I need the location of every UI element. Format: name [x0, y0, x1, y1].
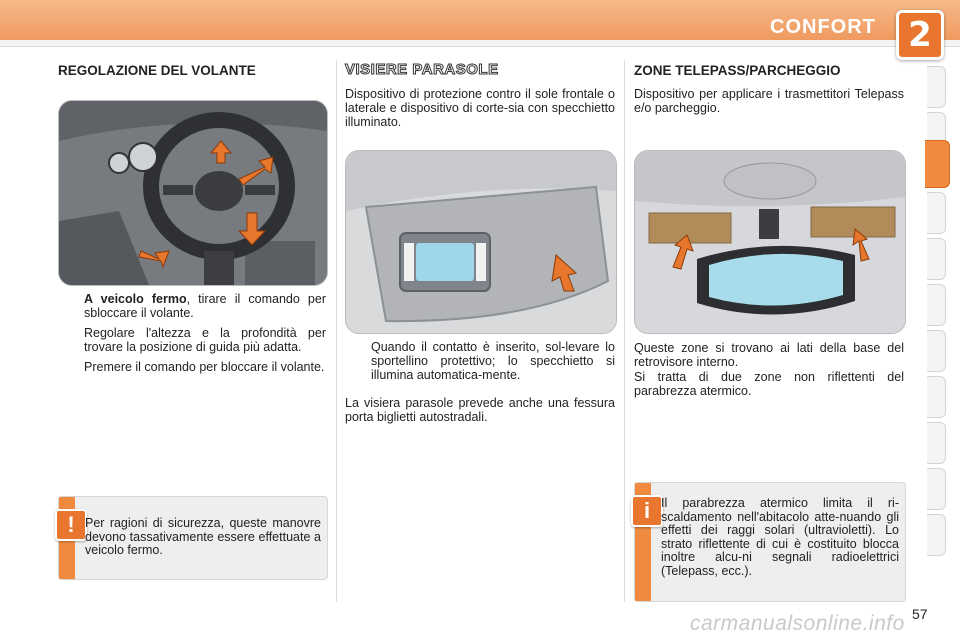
sunvisor-illustration — [345, 150, 617, 334]
bullet-text: , tirare il comando per sbloccare il volante. — [84, 292, 326, 320]
warning-icon: ! — [55, 509, 87, 541]
chapter-tab[interactable] — [927, 468, 946, 510]
warning-note — [58, 496, 328, 580]
list-item — [62, 292, 326, 320]
sunvisor-intro: Dispositivo di protezione contro il sole frontale o laterale e dispositivo di corte-sia con specchietto illuminato. — [345, 87, 615, 129]
info-note — [634, 482, 906, 602]
sunvisor-instructions — [349, 340, 615, 388]
telepass-location-text: Queste zone si trovano ai lati della base del retrovisore interno. — [634, 341, 904, 369]
steering-instructions — [62, 292, 326, 380]
chapter-number-badge: 2 — [896, 10, 944, 60]
watermark: carmanualsonline.info — [690, 612, 905, 635]
chapter-tab-active[interactable] — [925, 140, 950, 188]
column-divider — [624, 60, 625, 602]
bullet-text: Quando il contatto è inserito, sol-levare lo sportellino protettivo; lo specchietto si illumina automatica-mente. — [371, 340, 615, 382]
chapter-tab[interactable] — [927, 238, 946, 280]
sunvisor-section-title: VISIERE PARASOLE — [345, 61, 499, 78]
sunvisor-drawing — [346, 151, 616, 333]
header-stripe — [0, 40, 960, 47]
bullet-text: Regolare l'altezza e la profondità per trovare la posizione di guida più adatta. — [84, 326, 326, 354]
list-item — [349, 340, 615, 382]
telepass-zones-text: Si tratta di due zone non riflettenti del parabrezza atermico. — [634, 370, 904, 398]
chapter-tab[interactable] — [927, 422, 946, 464]
column-divider — [336, 60, 337, 602]
telepass-zones-illustration — [634, 150, 906, 334]
telepass-intro: Dispositivo per applicare i trasmettitori Telepass e/o parcheggio. — [634, 87, 904, 115]
info-icon: i — [631, 495, 663, 527]
chapter-tab[interactable] — [927, 330, 946, 372]
chapter-tab[interactable] — [927, 66, 946, 108]
steering-wheel-drawing — [59, 101, 327, 285]
list-item — [62, 360, 326, 374]
info-text: Il parabrezza atermico limita il ri-scaldamento nell'abitacolo atte-nuando gli effetti dei raggi solari (ultravioletti). Lo strato riflettente di cui è costituito blocca inoltre alcu-ni segnali radioelettrici (Telepass, ecc.). — [661, 496, 899, 578]
chapter-tab[interactable] — [927, 376, 946, 418]
page-number: 57 — [912, 606, 928, 622]
chapter-tab[interactable] — [927, 192, 946, 234]
steering-wheel-illustration — [58, 100, 328, 286]
section-title: CONFORT — [770, 16, 876, 38]
sunvisor-note: La visiera parasole prevede anche una fessura porta biglietti autostradali. — [345, 396, 615, 424]
telepass-section-title: ZONE TELEPASS/PARCHEGGIO — [634, 63, 841, 78]
steering-section-title: REGOLAZIONE DEL VOLANTE — [58, 63, 256, 78]
bold-lead: A veicolo fermo — [84, 292, 187, 306]
bullet-text: Premere il comando per bloccare il volante. — [84, 360, 325, 374]
telepass-drawing — [635, 151, 905, 333]
list-item — [62, 326, 326, 354]
chapter-tab[interactable] — [927, 514, 946, 556]
warning-text: Per ragioni di sicurezza, queste manovre devono tassativamente essere effettuate a veicolo fermo. — [85, 516, 321, 557]
chapter-tab[interactable] — [927, 284, 946, 326]
chapter-tabs — [927, 66, 951, 574]
